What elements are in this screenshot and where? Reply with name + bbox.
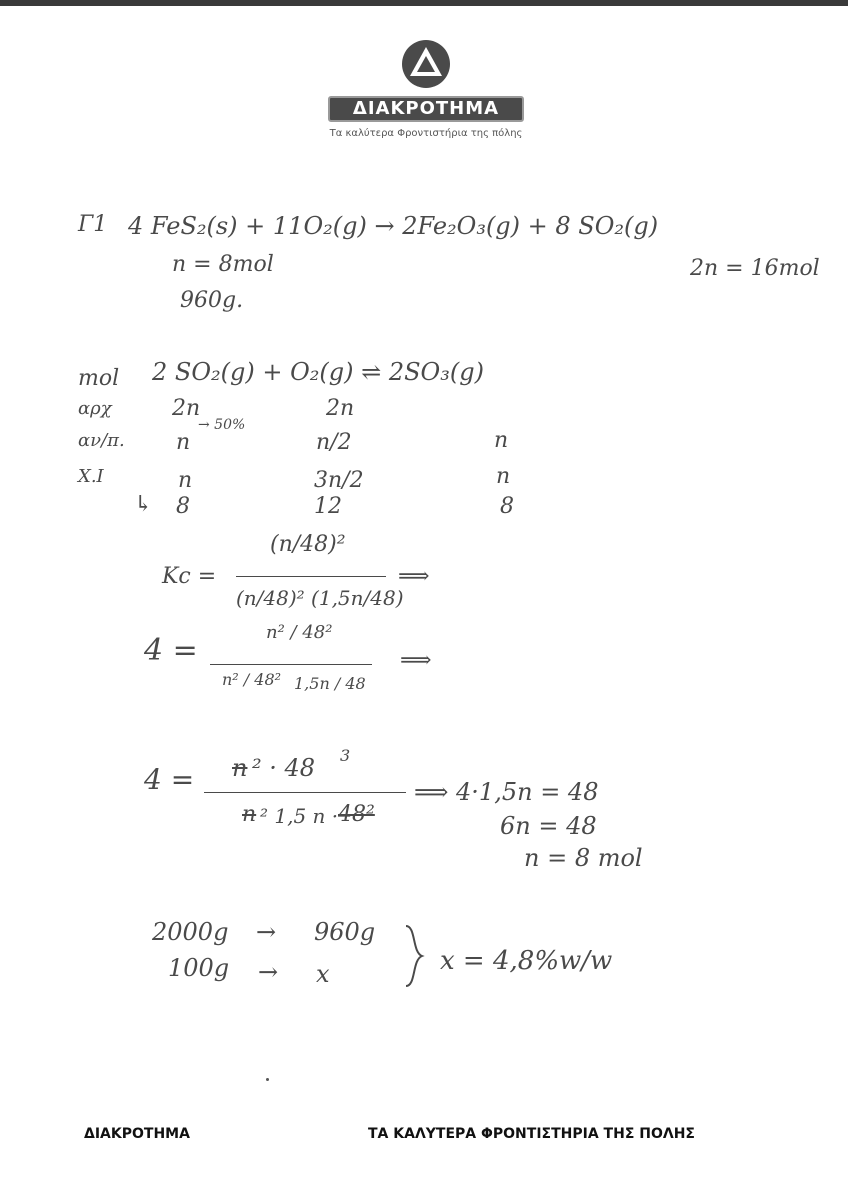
simplify-lhs: 4 = [144, 763, 195, 796]
reaction-equation: 4 FeS₂(s) + 11O₂(g) → 2Fe₂O₃(g) + 8 SO₂(g) [128, 212, 659, 240]
proportion-line1-left: 2000g [152, 918, 229, 946]
row-eq-so2: n [178, 468, 193, 493]
simplify-num-exponent: 3 [340, 746, 351, 765]
row-eq-o2: 3n/2 [314, 468, 364, 493]
moles-fes2: n = 8mol [172, 252, 274, 277]
row-change-so2: n [176, 430, 191, 455]
row-initial-so2: 2n [172, 396, 201, 421]
proportion-line2-left: 100g [168, 954, 230, 982]
simplify-num-rest: ² · 48 [252, 754, 316, 782]
kc-numerator: (n/48)² [270, 532, 346, 557]
kc-implies-2: ⟹ [400, 648, 432, 673]
simplify-den-rest: ² 1,5 n · [260, 804, 345, 828]
logo-triangle-icon [326, 38, 526, 98]
equilibrium-equation: 2 SO₂(g) + O₂(g) ⇌ 2SO₃(g) [152, 358, 484, 386]
kc2-fraction-bar [210, 664, 372, 665]
simplify-step-1: ⟹ 4·1,5n = 48 [414, 778, 599, 806]
row-values-arrow-icon: ↳ [134, 492, 153, 517]
brace-icon [400, 924, 430, 988]
kc2-denominator-a: n² / 48² [222, 670, 282, 689]
kc-implies-1: ⟹ [398, 564, 430, 589]
proportion-result: x = 4,8%w/w [440, 946, 613, 976]
moles-so2: 2n = 16mol [690, 256, 820, 281]
question-label: Γ1 [78, 212, 108, 237]
footer-brand: ΔΙΑΚΡΟΤΗΜΑ [84, 1126, 190, 1142]
kc2-lhs: 4 = [144, 633, 198, 668]
proportion-line2-right: x [316, 960, 330, 988]
kc-fraction-bar [236, 576, 386, 577]
kc-lhs: Kc = [162, 564, 217, 589]
footer-tagline: ΤΑ ΚΑΛΥΤΕΡΑ ΦΡΟΝΤΙΣΤΗΡΙΑ ΤΗΣ ΠΟΛΗΣ [368, 1126, 695, 1142]
row-values-o2: 12 [314, 494, 342, 519]
row-initial-o2: 2n [326, 396, 355, 421]
logo [326, 38, 526, 148]
row-change-label: αν/π. [78, 430, 125, 451]
logo-tagline: Τα καλύτερα Φροντιστήρια της πόλης [329, 128, 523, 139]
simplify-step-3: n = 8 mol [524, 844, 643, 872]
row-change-so3: n [494, 428, 509, 453]
proportion-line2-arrow: → [258, 958, 279, 986]
row-change-note: → 50% [198, 417, 246, 433]
speck [266, 1078, 269, 1081]
row-eq-so3: n [496, 464, 511, 489]
proportion-line1-arrow: → [256, 918, 277, 946]
row-eq-label: Χ.Ι [78, 466, 104, 487]
simplify-den-cancel-48: 48² [338, 802, 375, 827]
proportion-line1-right: 960g [314, 918, 376, 946]
simplify-num-cancel-n: n [232, 754, 248, 782]
row-change-o2: n/2 [316, 430, 352, 455]
simplify-step-2: 6n = 48 [500, 812, 597, 840]
simplify-fraction-bar [204, 792, 406, 793]
row-initial-label: αρχ [78, 398, 112, 419]
row-values-so2: 8 [176, 494, 190, 519]
table-header-label: mol [78, 366, 120, 391]
kc2-denominator-b: 1,5n / 48 [294, 674, 366, 693]
mass-fes2: 960g. [180, 288, 244, 313]
top-border [0, 0, 848, 6]
simplify-den-cancel-n: n [242, 802, 257, 827]
kc-denominator: (n/48)² (1,5n/48) [236, 586, 404, 610]
kc2-numerator: n² / 48² [266, 622, 333, 643]
logo-name: ΔΙΑΚΡΟΤΗΜΑ [328, 96, 524, 122]
row-values-so3: 8 [500, 494, 514, 519]
